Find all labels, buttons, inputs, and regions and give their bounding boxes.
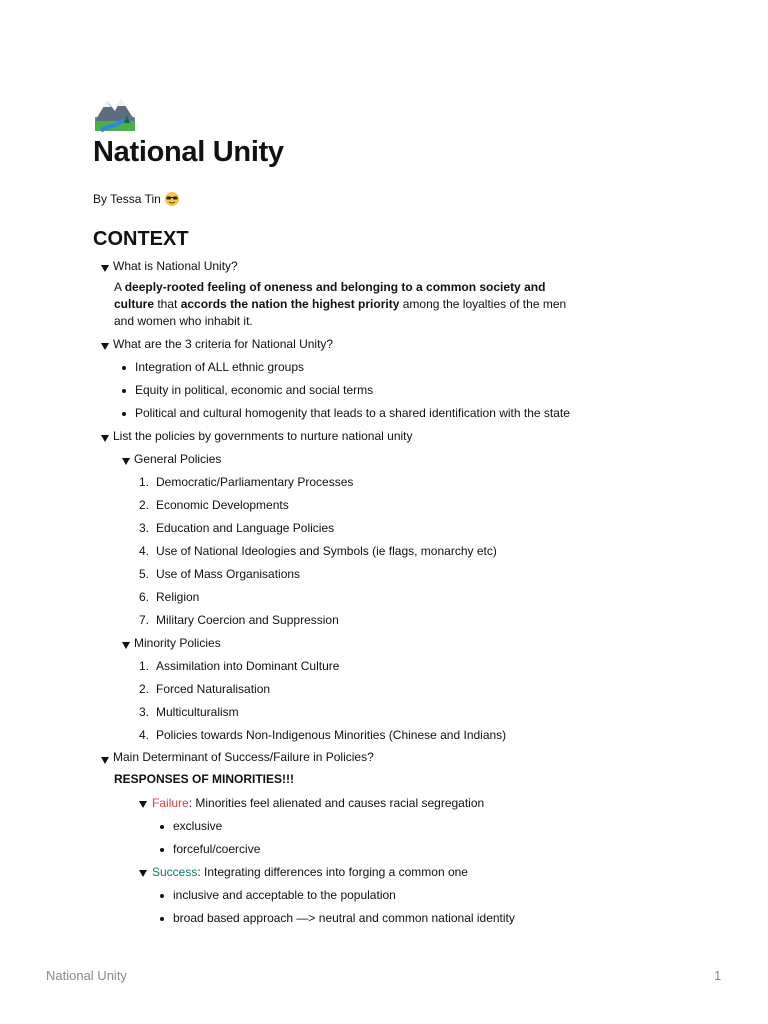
- list-number: 3.: [138, 521, 149, 535]
- list-number: 1.: [138, 475, 149, 489]
- list-item: Religion: [156, 590, 200, 604]
- list-number: 5.: [138, 567, 149, 581]
- toggle-triangle-icon[interactable]: [122, 642, 130, 649]
- toggle-triangle-icon[interactable]: [139, 801, 147, 808]
- list-number: 6.: [138, 590, 149, 604]
- list-item: Economic Developments: [156, 498, 289, 512]
- toggle-triangle-icon[interactable]: [101, 757, 109, 764]
- sunglasses-emoji-icon: [164, 191, 180, 207]
- list-item: Democratic/Parliamentary Processes: [156, 475, 354, 489]
- list-item: Integration of ALL ethnic groups: [135, 360, 305, 374]
- bullet-icon: [160, 894, 164, 898]
- list-number: 4.: [138, 544, 149, 558]
- list-item: inclusive and acceptable to the population: [173, 888, 396, 902]
- section-heading-context: CONTEXT: [93, 228, 189, 250]
- toggle-triangle-icon[interactable]: [139, 870, 147, 877]
- list-number: 7.: [138, 613, 149, 627]
- bullet-icon: [122, 366, 126, 370]
- bullet-icon: [122, 389, 126, 393]
- bullet-icon: [160, 848, 164, 852]
- definition-paragraph: A deeply-rooted feeling of oneness and belonging to a common society and culture that accords the nation the highest priority among the loyalties of the men and women who inhabit it.: [114, 280, 567, 328]
- list-item: Policies towards Non-Indigenous Minorities (Chinese and Indians): [156, 728, 507, 742]
- list-item: broad based approach —> neutral and common national identity: [173, 911, 515, 925]
- list-item: Equity in political, economic and social terms: [135, 383, 374, 397]
- page-number: 1: [714, 968, 722, 983]
- byline: [93, 191, 180, 207]
- toggle-policies[interactable]: List the policies by governments to nurture national unity: [113, 429, 413, 443]
- author-text: By Tessa Tin: [93, 192, 161, 206]
- toggle-failure[interactable]: Failure: Minorities feel alienated and causes racial segregation: [152, 796, 485, 810]
- page-title: National Unity: [93, 136, 284, 168]
- list-item: Use of Mass Organisations: [156, 567, 301, 581]
- bullet-icon: [122, 412, 126, 416]
- bullet-icon: [160, 825, 164, 829]
- toggle-triangle-icon[interactable]: [122, 458, 130, 465]
- responses-heading: RESPONSES OF MINORITIES!!!: [114, 772, 295, 786]
- toggle-three-criteria[interactable]: What are the 3 criteria for National Unity?: [113, 337, 334, 351]
- list-number: 2.: [138, 682, 149, 696]
- list-number: 4.: [138, 728, 149, 742]
- list-item: exclusive: [173, 819, 223, 833]
- mountain-river-icon: [93, 93, 137, 133]
- toggle-triangle-icon[interactable]: [101, 265, 109, 272]
- toggle-success[interactable]: Success: Integrating differences into forging a common one: [152, 865, 468, 879]
- list-number: 2.: [138, 498, 149, 512]
- list-number: 1.: [138, 659, 149, 673]
- toggle-triangle-icon[interactable]: [101, 435, 109, 442]
- list-number: 3.: [138, 705, 149, 719]
- toggle-triangle-icon[interactable]: [101, 343, 109, 350]
- list-item: Forced Naturalisation: [156, 682, 271, 696]
- failure-label: Failure: [152, 796, 189, 810]
- list-item: Assimilation into Dominant Culture: [156, 659, 340, 673]
- toggle-minority-policies[interactable]: Minority Policies: [134, 636, 221, 650]
- footer-title: National Unity: [46, 968, 127, 983]
- list-item: Political and cultural homogenity that leads to a shared identification with the state: [135, 406, 570, 420]
- list-item: Military Coercion and Suppression: [156, 613, 339, 627]
- list-item: Use of National Ideologies and Symbols (ie flags, monarchy etc): [156, 544, 497, 558]
- success-label: Success: [152, 865, 198, 879]
- toggle-general-policies[interactable]: General Policies: [134, 452, 222, 466]
- list-item: forceful/coercive: [173, 842, 261, 856]
- list-item: Multiculturalism: [156, 705, 239, 719]
- toggle-what-is-national-unity[interactable]: What is National Unity?: [113, 259, 238, 273]
- list-item: Education and Language Policies: [156, 521, 335, 535]
- bullet-icon: [160, 917, 164, 921]
- toggle-main-determinant[interactable]: Main Determinant of Success/Failure in Policies?: [113, 750, 374, 764]
